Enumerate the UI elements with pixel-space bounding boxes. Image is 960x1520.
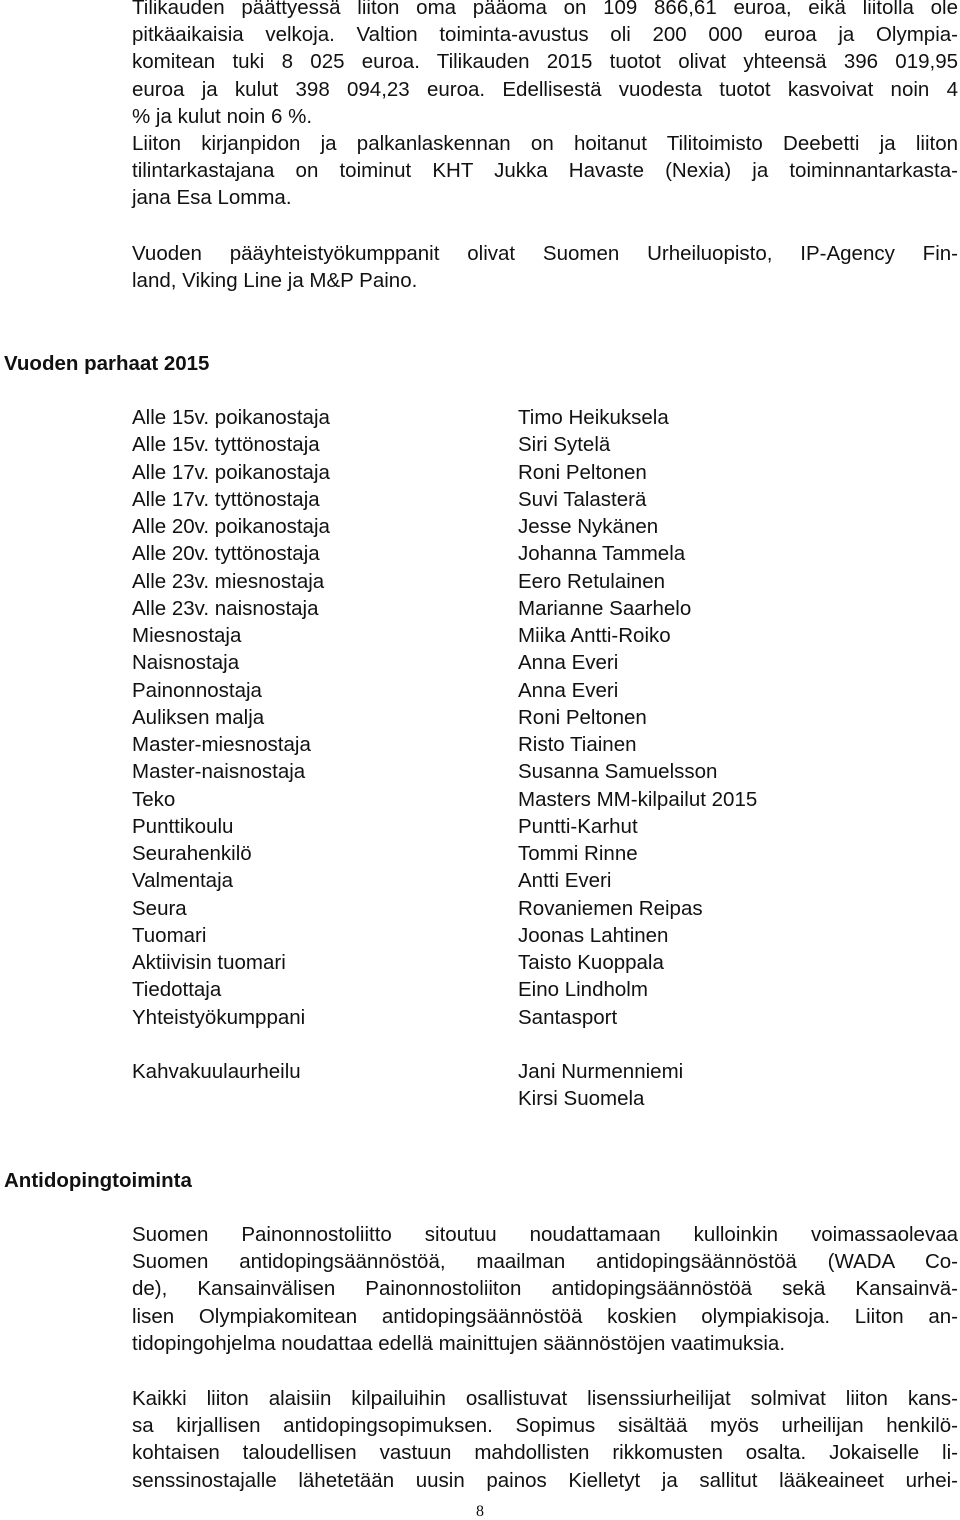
section-heading-best-of-year: Vuoden parhaat 2015 [4, 352, 210, 375]
section-heading-antidoping: Antidopingtoiminta [4, 1169, 192, 1192]
table-row [132, 431, 832, 458]
text-line: senssinostajalle lähetetään uusin painos Kielletyt ja sallitut lääkeaineet urhei- [132, 1468, 958, 1492]
table-row [132, 976, 832, 1003]
table-row [132, 649, 832, 676]
award-winner: Masters MM-kilpailut 2015 [518, 787, 758, 811]
text-line: % ja kulut noin 6 %. [132, 104, 313, 128]
award-winner: Anna Everi [518, 651, 619, 675]
award-category: Alle 20v. poikanostaja [132, 515, 330, 538]
table-row [132, 922, 832, 949]
table-row [132, 540, 832, 567]
table-row [132, 486, 832, 513]
award-category: Master-miesnostaja [132, 733, 311, 756]
award-category: Auliksen malja [132, 705, 265, 729]
award-category: Painonnostaja [132, 678, 262, 702]
award-winner: Puntti-Karhut [518, 814, 638, 838]
award-winner: Rovaniemen Reipas [518, 896, 703, 920]
award-winner: Tommi Rinne [518, 842, 638, 865]
award-winner: Anna Everi [518, 678, 619, 702]
text-line: land, Viking Line ja M&P Paino. [132, 269, 418, 293]
award-category: Valmentaja [132, 869, 234, 893]
award-category: Alle 17v. poikanostaja [132, 460, 330, 484]
text-line: pitkäaikaisia velkoja. Valtion toiminta-avustus oli 200 000 euroa ja Olympia- [132, 23, 958, 47]
text-line: Suomen antidopingsäännöstöä, maailman antidopingsäännöstöä (WADA Co- [132, 1250, 958, 1274]
award-category: Tiedottaja [132, 978, 222, 1002]
award-category: Alle 23v. naisnostaja [132, 596, 319, 620]
award-winner: Timo Heikuksela [518, 406, 669, 429]
text-line: tidopingohjelma noudattaa edellä mainittujen säännöstöjen vaatimuksia. [132, 1331, 786, 1355]
award-category: Yhteistyökumppani [132, 1005, 306, 1029]
award-winner: Eino Lindholm [518, 978, 648, 1002]
text-line: Tilikauden päättyessä liiton oma pääoma on 109 866,61 euroa, eikä liitolla ole [132, 0, 958, 19]
accounting-paragraph [132, 130, 958, 212]
award-winner: Miika Antti-Roiko [518, 624, 671, 647]
award-winner: Suvi Talasterä [518, 487, 647, 511]
award-winner: Risto Tiainen [518, 733, 637, 756]
award-winner: Taisto Kuoppala [518, 951, 664, 974]
table-row [132, 840, 832, 867]
antidoping-paragraph-2 [132, 1385, 958, 1494]
table-row [132, 459, 832, 486]
award-category: Alle 15v. poikanostaja [132, 406, 330, 429]
awards-table [132, 404, 832, 1113]
award-category: Teko [132, 787, 176, 811]
table-row [132, 949, 832, 976]
table-row [132, 731, 832, 758]
award-winner: Jesse Nykänen [518, 515, 659, 538]
award-category: Punttikoulu [132, 814, 234, 838]
award-category: Alle 15v. tyttönostaja [132, 433, 320, 457]
finance-paragraph [132, 0, 958, 130]
text-line: sa kirjallisen antidopingsopimuksen. Sopimus sisältää myös urheilijan henkilö- [132, 1414, 958, 1438]
award-winner: Susanna Samuelsson [518, 760, 718, 784]
table-row [132, 895, 832, 922]
text-line: Vuoden pääyhteistyökumppanit olivat Suomen Urheiluopisto, IP-Agency Fin- [132, 242, 958, 265]
antidoping-paragraph-1 [132, 1221, 958, 1357]
award-category: Kahvakuulaurheilu [132, 1060, 301, 1083]
award-category: Seura [132, 896, 187, 920]
text-line: euroa ja kulut 398 094,23 euroa. Edellisestä vuodesta tuotot kasvoivat noin 4 [132, 77, 958, 101]
text-line: komitean tuki 8 025 euroa. Tilikauden 2015 tuotot olivat yhteensä 396 019,95 [132, 50, 958, 74]
table-row [132, 1085, 832, 1112]
award-category: Seurahenkilö [132, 842, 252, 865]
table-row [132, 758, 832, 785]
text-line: Kaikki liiton alaisiin kilpailuihin osallistuvat lisenssiurheilijat solmivat liiton kans- [132, 1387, 958, 1410]
award-winner: Kirsi Suomela [518, 1087, 645, 1111]
table-row [132, 1058, 832, 1085]
award-winner: Antti Everi [518, 869, 612, 893]
table-row [132, 867, 832, 894]
award-winner: Joonas Lahtinen [518, 923, 669, 947]
table-row [132, 677, 832, 704]
table-row [132, 595, 832, 622]
award-winner: Eero Retulainen [518, 569, 666, 593]
text-line: Suomen Painonnostoliitto sitoutuu noudattamaan kulloinkin voimassaolevaa [132, 1223, 958, 1246]
award-winner: Roni Peltonen [518, 460, 647, 484]
award-category: Aktiivisin tuomari [132, 951, 286, 974]
award-winner: Johanna Tammela [518, 542, 686, 566]
text-line: de), Kansainvälisen Painonnostoliiton antidopingsäännöstöä sekä Kansainvä- [132, 1277, 958, 1301]
text-line: kohtaisen taloudellisen vastuun mahdollisten rikkomusten osalta. Jokaiselle li- [132, 1441, 958, 1465]
text-line: Liiton kirjanpidon ja palkanlaskennan on hoitanut Tilitoimisto Deebetti ja liiton [132, 132, 958, 155]
award-winner: Jani Nurmenniemi [518, 1060, 684, 1083]
table-row [132, 622, 832, 649]
award-winner: Marianne Saarhelo [518, 596, 692, 620]
award-category: Alle 23v. miesnostaja [132, 569, 325, 593]
award-winner: Siri Sytelä [518, 433, 611, 457]
award-winner: Roni Peltonen [518, 705, 647, 729]
table-row [132, 704, 832, 731]
table-row [132, 568, 832, 595]
award-category: Miesnostaja [132, 624, 242, 647]
text-line: tilintarkastajana on toiminut KHT Jukka Havaste (Nexia) ja toiminnantarkasta- [132, 159, 958, 183]
award-category-empty [132, 1085, 518, 1112]
table-row [132, 813, 832, 840]
award-category: Naisnostaja [132, 651, 240, 675]
table-row [132, 513, 832, 540]
award-category: Alle 17v. tyttönostaja [132, 487, 320, 511]
award-category: Master-naisnostaja [132, 760, 306, 784]
award-winner: Santasport [518, 1005, 618, 1029]
award-category: Alle 20v. tyttönostaja [132, 542, 320, 566]
text-line: jana Esa Lomma. [132, 186, 292, 210]
page-number: 8 [476, 1503, 484, 1520]
award-category: Tuomari [132, 923, 207, 947]
partners-paragraph [132, 240, 958, 294]
text-line: lisen Olympiakomitean antidopingsäännöstöä koskien olympiakisoja. Liiton an- [132, 1304, 958, 1328]
table-row [132, 404, 832, 431]
table-row [132, 786, 832, 813]
table-row [132, 1004, 832, 1031]
